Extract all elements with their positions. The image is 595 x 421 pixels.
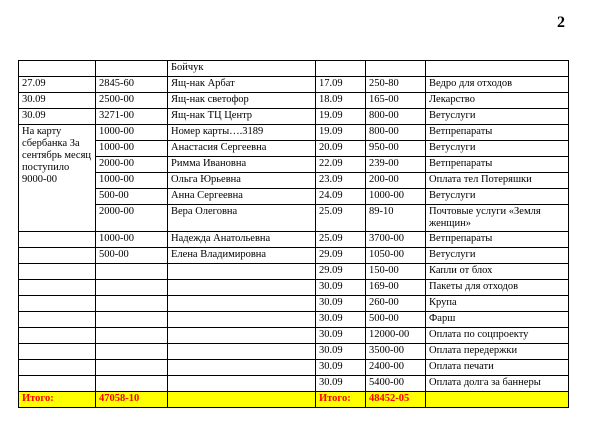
table-cell xyxy=(168,312,316,328)
expense-item-cell: Оплата долга за баннеры xyxy=(426,376,569,392)
expense-item-cell: Оплата печати xyxy=(426,360,569,376)
expense-amount-cell: 1000-00 xyxy=(366,189,426,205)
expense-item-cell: Ветуслуги xyxy=(426,141,569,157)
income-name-cell: Анна Сергеевна xyxy=(168,189,316,205)
income-name-cell: Анастасия Сергеевна xyxy=(168,141,316,157)
income-name-cell: Ящ-нак Арбат xyxy=(168,77,316,93)
expense-item-cell: Ветпрепараты xyxy=(426,157,569,173)
income-amount-cell: 500-00 xyxy=(96,189,168,205)
table-row xyxy=(19,376,569,392)
income-name-cell: Ящ-нак ТЦ Центр xyxy=(168,109,316,125)
table-cell xyxy=(168,376,316,392)
table-cell xyxy=(168,264,316,280)
expense-date-cell: 29.09 xyxy=(316,264,366,280)
table-cell xyxy=(96,296,168,312)
table-cell xyxy=(19,360,96,376)
expense-item-cell: Оплата тел Потеряшки xyxy=(426,173,569,189)
expense-date-cell: 20.09 xyxy=(316,141,366,157)
expense-date-cell: 30.09 xyxy=(316,328,366,344)
income-date-cell: 27.09 xyxy=(19,77,96,93)
expense-amount-cell: 12000-00 xyxy=(366,328,426,344)
expense-item-cell: Ветпрепараты xyxy=(426,125,569,141)
table-cell xyxy=(19,61,96,77)
expense-total-label: Итого: xyxy=(316,392,366,408)
income-date-cell: 30.09 xyxy=(19,93,96,109)
expense-item-cell: Лекарство xyxy=(426,93,569,109)
expense-amount-cell: 3700-00 xyxy=(366,232,426,248)
expense-item-cell: Ведро для отходов xyxy=(426,77,569,93)
table-row xyxy=(19,109,569,125)
expense-amount-cell: 239-00 xyxy=(366,157,426,173)
expense-item-cell: Почтовые услуги «Земля женщин» xyxy=(426,205,569,232)
expense-date-cell: 24.09 xyxy=(316,189,366,205)
total-row xyxy=(19,392,569,408)
income-total-amount: 47058-10 xyxy=(96,392,168,408)
expense-date-cell: 30.09 xyxy=(316,296,366,312)
expense-item-cell: Ветуслуги xyxy=(426,109,569,125)
table-cell xyxy=(96,328,168,344)
expense-amount-cell: 250-80 xyxy=(366,77,426,93)
income-name-cell: Елена Владимировна xyxy=(168,248,316,264)
table-row xyxy=(19,296,569,312)
table-row xyxy=(19,248,569,264)
income-name-cell: Римма Ивановна xyxy=(168,157,316,173)
page-number: 2 xyxy=(557,14,565,31)
expense-item-cell: Ветуслуги xyxy=(426,248,569,264)
income-amount-cell: 3271-00 xyxy=(96,109,168,125)
income-amount-cell: 1000-00 xyxy=(96,232,168,248)
table-cell xyxy=(19,248,96,264)
table-cell xyxy=(19,296,96,312)
table-cell xyxy=(168,360,316,376)
expense-amount-cell: 200-00 xyxy=(366,173,426,189)
income-amount-cell: 2500-00 xyxy=(96,93,168,109)
table-cell xyxy=(19,232,96,248)
table-cell xyxy=(19,328,96,344)
income-total-label: Итого: xyxy=(19,392,96,408)
income-amount-cell: 1000-00 xyxy=(96,125,168,141)
table-row xyxy=(19,280,569,296)
table-cell xyxy=(96,312,168,328)
table-row xyxy=(19,189,569,205)
expense-date-cell: 25.09 xyxy=(316,205,366,232)
expense-item-cell: Фарш xyxy=(426,312,569,328)
expense-amount-cell: 165-00 xyxy=(366,93,426,109)
table-cell xyxy=(168,280,316,296)
expense-amount-cell: 950-00 xyxy=(366,141,426,157)
expense-amount-cell: 5400-00 xyxy=(366,376,426,392)
table-cell xyxy=(96,264,168,280)
table-cell xyxy=(96,376,168,392)
table-row-header xyxy=(19,61,569,77)
table-row xyxy=(19,77,569,93)
expense-amount-cell: 3500-00 xyxy=(366,344,426,360)
expense-date-cell: 19.09 xyxy=(316,125,366,141)
card-note-cell: На карту сбербанка За сентябрь месяц поступило 9000-00 xyxy=(19,125,96,232)
header-name-cell: Бойчук xyxy=(168,61,316,77)
table-row xyxy=(19,232,569,248)
table-cell xyxy=(168,296,316,312)
expense-item-cell: Крупа xyxy=(426,296,569,312)
expense-amount-cell: 500-00 xyxy=(366,312,426,328)
expense-date-cell: 30.09 xyxy=(316,376,366,392)
table-cell xyxy=(96,344,168,360)
table-cell xyxy=(19,264,96,280)
expense-amount-cell: 260-00 xyxy=(366,296,426,312)
expense-item-cell: Ветуслуги xyxy=(426,189,569,205)
expense-item-cell: Капли от блох xyxy=(426,264,569,280)
expense-item-cell: Оплата передержки xyxy=(426,344,569,360)
table-cell xyxy=(96,360,168,376)
table-row xyxy=(19,328,569,344)
income-amount-cell: 500-00 xyxy=(96,248,168,264)
table-row xyxy=(19,125,569,141)
expense-amount-cell: 1050-00 xyxy=(366,248,426,264)
expense-date-cell: 22.09 xyxy=(316,157,366,173)
expense-item-cell: Пакеты для отходов xyxy=(426,280,569,296)
income-amount-cell: 1000-00 xyxy=(96,173,168,189)
table-cell xyxy=(426,61,569,77)
table-row xyxy=(19,344,569,360)
income-date-cell: 30.09 xyxy=(19,109,96,125)
table-row xyxy=(19,141,569,157)
expense-date-cell: 25.09 xyxy=(316,232,366,248)
table-cell xyxy=(366,61,426,77)
expense-amount-cell: 800-00 xyxy=(366,125,426,141)
table-cell xyxy=(19,312,96,328)
table-row xyxy=(19,205,569,232)
table-cell xyxy=(19,280,96,296)
income-amount-cell: 2845-60 xyxy=(96,77,168,93)
table-cell xyxy=(19,344,96,360)
table-cell xyxy=(426,392,569,408)
table-row xyxy=(19,360,569,376)
expense-date-cell: 18.09 xyxy=(316,93,366,109)
table-cell xyxy=(316,61,366,77)
expense-amount-cell: 89-10 xyxy=(366,205,426,232)
table-cell xyxy=(168,328,316,344)
expense-amount-cell: 150-00 xyxy=(366,264,426,280)
income-name-cell: Вера Олеговна xyxy=(168,205,316,232)
expense-date-cell: 30.09 xyxy=(316,312,366,328)
expense-date-cell: 30.09 xyxy=(316,360,366,376)
table-cell xyxy=(168,392,316,408)
expense-date-cell: 30.09 xyxy=(316,344,366,360)
income-name-cell: Надежда Анатольевна xyxy=(168,232,316,248)
expense-date-cell: 23.09 xyxy=(316,173,366,189)
income-amount-cell: 2000-00 xyxy=(96,157,168,173)
table-cell xyxy=(168,344,316,360)
table-cell xyxy=(96,61,168,77)
table-row xyxy=(19,173,569,189)
table-row xyxy=(19,157,569,173)
income-name-cell: Ольга Юрьевна xyxy=(168,173,316,189)
expense-item-cell: Оплата по соцпроекту xyxy=(426,328,569,344)
expense-date-cell: 29.09 xyxy=(316,248,366,264)
table-row xyxy=(19,93,569,109)
table-cell xyxy=(96,280,168,296)
expense-date-cell: 30.09 xyxy=(316,280,366,296)
expense-total-amount: 48452-05 xyxy=(366,392,426,408)
expense-amount-cell: 2400-00 xyxy=(366,360,426,376)
expense-date-cell: 19.09 xyxy=(316,109,366,125)
table-row xyxy=(19,312,569,328)
income-name-cell: Номер карты….3189 xyxy=(168,125,316,141)
expense-item-cell: Ветпрепараты xyxy=(426,232,569,248)
income-amount-cell: 1000-00 xyxy=(96,141,168,157)
ledger-table xyxy=(18,60,569,408)
expense-date-cell: 17.09 xyxy=(316,77,366,93)
table-cell xyxy=(19,376,96,392)
income-name-cell: Ящ-нак светофор xyxy=(168,93,316,109)
expense-amount-cell: 800-00 xyxy=(366,109,426,125)
income-amount-cell: 2000-00 xyxy=(96,205,168,232)
expense-amount-cell: 169-00 xyxy=(366,280,426,296)
table-row xyxy=(19,264,569,280)
